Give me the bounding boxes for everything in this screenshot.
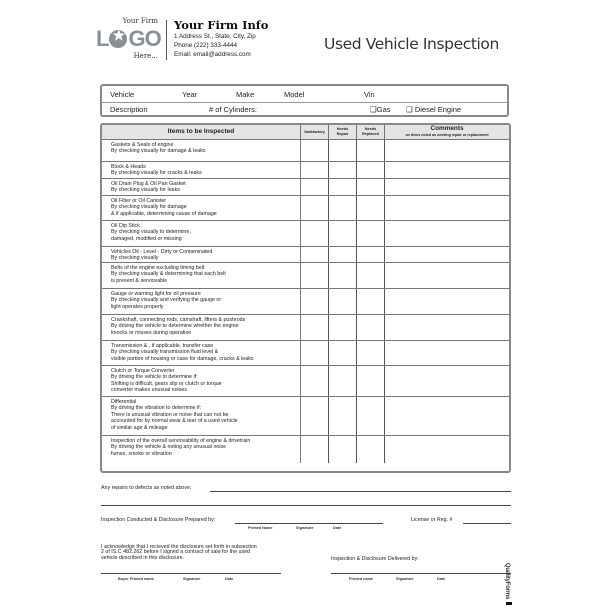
item-description: Shifting is difficult, gears slip or clutch or torque bbox=[111, 380, 222, 387]
model-field[interactable]: Model bbox=[284, 90, 305, 99]
satisfactory-cell[interactable] bbox=[301, 247, 329, 262]
table-row bbox=[102, 315, 509, 341]
header-items: Items to be Inspected bbox=[102, 125, 301, 139]
diesel-checkbox[interactable] bbox=[406, 105, 461, 114]
table-row bbox=[102, 341, 509, 366]
prepared-by-line[interactable] bbox=[235, 523, 383, 524]
needs-replaced-cell[interactable] bbox=[357, 436, 385, 463]
vehicle-row bbox=[102, 87, 507, 103]
caption-buyer-signature: Signature bbox=[183, 577, 201, 581]
needs-repair-cell[interactable] bbox=[329, 179, 357, 195]
needs-replaced-cell[interactable] bbox=[357, 397, 385, 435]
qualityforms-brand bbox=[503, 564, 515, 606]
comments-cell[interactable] bbox=[385, 263, 509, 288]
caption-buyer-date: Date bbox=[225, 577, 234, 581]
inspection-item bbox=[102, 366, 301, 396]
table-row bbox=[102, 221, 509, 247]
comments-cell[interactable] bbox=[385, 221, 509, 246]
firm-phone: Phone (222) 333-4444 bbox=[174, 42, 238, 49]
item-description: By checking visually & determining that each belt bbox=[111, 271, 226, 278]
inspection-item bbox=[102, 436, 301, 463]
header-needs-replaced-line: Replaced bbox=[362, 131, 379, 136]
vin-field[interactable]: Vin bbox=[364, 90, 375, 99]
item-description: By checking visually to determine, bbox=[111, 229, 191, 236]
comments-cell[interactable] bbox=[385, 196, 509, 220]
firm-address: 1 Address St., State, City, Zip bbox=[174, 33, 256, 40]
caption-date: Date bbox=[333, 526, 342, 530]
comments-cell[interactable] bbox=[385, 289, 509, 314]
table-row bbox=[102, 140, 509, 162]
repairs-label: Any repairs to defects as noted above: bbox=[101, 485, 192, 491]
needs-replaced-cell[interactable] bbox=[357, 179, 385, 195]
item-description: light operates properly bbox=[111, 303, 164, 310]
needs-repair-cell[interactable] bbox=[329, 289, 357, 314]
needs-replaced-cell[interactable] bbox=[357, 315, 385, 340]
vehicle-field[interactable]: Vehicle bbox=[110, 90, 135, 99]
logo-top-text: Your Firm bbox=[122, 17, 158, 25]
year-field[interactable]: Year bbox=[182, 90, 198, 99]
caption-signature: Signature bbox=[296, 526, 314, 530]
star-icon bbox=[109, 30, 127, 48]
satisfactory-cell[interactable] bbox=[301, 140, 329, 161]
caption-delivered-printed-name: Printed name bbox=[349, 577, 374, 581]
needs-replaced-cell[interactable] bbox=[357, 366, 385, 396]
needs-repair-cell[interactable] bbox=[329, 247, 357, 262]
needs-repair-cell[interactable] bbox=[329, 366, 357, 396]
table-row bbox=[102, 289, 509, 315]
header-satisfactory: Satisfactory bbox=[301, 125, 329, 139]
header-needs-replaced-line: Needs bbox=[364, 127, 377, 131]
firm-name: Your Firm Info bbox=[174, 18, 269, 32]
logo-wordmark bbox=[96, 26, 161, 52]
header-comments bbox=[385, 125, 509, 139]
caption-delivered-date: Date bbox=[437, 577, 446, 581]
item-title: Differential bbox=[111, 399, 137, 405]
needs-repair-cell[interactable] bbox=[329, 140, 357, 161]
caption-delivered-signature: Signature bbox=[396, 577, 414, 581]
item-title: Vehicles Oil - Level - Dirty or Contaminated bbox=[111, 249, 213, 255]
needs-replaced-cell[interactable] bbox=[357, 196, 385, 220]
description-field[interactable]: Description bbox=[110, 105, 148, 114]
brand-text: QualityForms bbox=[504, 562, 511, 600]
inspection-item bbox=[102, 341, 301, 365]
item-title: Transmission & , if applicable, transfer case bbox=[111, 343, 214, 349]
needs-replaced-cell[interactable] bbox=[357, 247, 385, 262]
item-description: There is unusual vibration or noise that can not be bbox=[111, 411, 229, 418]
item-description: knocks or misses during operation bbox=[111, 329, 192, 336]
item-description: damaged, modified or missing bbox=[111, 235, 182, 242]
item-description: & if applicable, determining cause of damage bbox=[111, 210, 217, 217]
item-title: Gaskets & Seals of engine bbox=[111, 142, 174, 148]
diesel-label: Diesel Engine bbox=[414, 105, 462, 114]
inspection-item bbox=[102, 263, 301, 288]
item-title: Block & Heads bbox=[111, 164, 146, 170]
comments-cell[interactable] bbox=[385, 247, 509, 262]
item-title: Inspection of the overall serviceability of engine & drivetrain bbox=[111, 438, 251, 444]
logo-letters-go: GO bbox=[128, 26, 161, 51]
item-title: Oil Drain Plug & Oil Pan Gasket bbox=[111, 181, 186, 187]
checkbox-icon: ❑ bbox=[406, 105, 413, 114]
item-description: By checking visually for leaks bbox=[111, 187, 180, 194]
comments-cell[interactable] bbox=[385, 341, 509, 365]
comments-cell[interactable] bbox=[385, 162, 509, 178]
needs-repair-cell[interactable] bbox=[329, 221, 357, 246]
satisfactory-cell[interactable] bbox=[301, 436, 329, 463]
needs-replaced-cell[interactable] bbox=[357, 263, 385, 288]
table-row bbox=[102, 196, 509, 221]
inspection-item bbox=[102, 247, 301, 262]
needs-repair-cell[interactable] bbox=[329, 397, 357, 435]
item-title: Oil Filter or Oil Canister bbox=[111, 198, 167, 204]
acknowledgement-line: 2 of IS.C 482.262 before I signed a contract of sale for the used bbox=[101, 549, 250, 556]
table-row bbox=[102, 436, 509, 463]
table-row bbox=[102, 179, 509, 196]
item-description: By driving the vehicle to determine if: bbox=[111, 374, 198, 381]
logo-bottom-text: Here... bbox=[133, 52, 158, 60]
satisfactory-cell[interactable] bbox=[301, 162, 329, 178]
item-title: Crankshaft, connecting rods, camshaft, lifters & pushrods bbox=[111, 317, 246, 323]
license-line[interactable] bbox=[463, 523, 511, 524]
comments-cell[interactable] bbox=[385, 436, 509, 463]
header-needs-repair-line: Needs bbox=[336, 127, 349, 131]
header-needs-replaced bbox=[357, 125, 385, 139]
item-description: By checking visually for damage & leaks bbox=[111, 148, 206, 155]
firm-logo bbox=[96, 17, 162, 63]
cylinders-field[interactable]: # of Cylinders: bbox=[209, 105, 257, 114]
item-title: Belts of the engine excluding timing belt bbox=[111, 265, 205, 271]
description-row bbox=[102, 102, 507, 117]
table-row bbox=[102, 162, 509, 179]
caption-printed-name: Printed Name bbox=[248, 526, 273, 530]
satisfactory-cell[interactable] bbox=[301, 289, 329, 314]
delivered-by-label: Inspection & Disclosure Delivered by: bbox=[331, 556, 419, 562]
item-description: By driving the vehicle & noting any unusual noise bbox=[111, 444, 227, 451]
inspection-table bbox=[100, 123, 511, 473]
needs-repair-cell[interactable] bbox=[329, 196, 357, 220]
comments-cell[interactable] bbox=[385, 315, 509, 340]
logo-letter-l: L bbox=[96, 26, 109, 51]
needs-repair-cell[interactable] bbox=[329, 162, 357, 178]
checkbox-icon: ❑ bbox=[370, 105, 377, 114]
inspection-item bbox=[102, 315, 301, 340]
needs-replaced-cell[interactable] bbox=[357, 341, 385, 365]
satisfactory-cell[interactable] bbox=[301, 397, 329, 435]
needs-repair-cell[interactable] bbox=[329, 341, 357, 365]
gas-label: Gas bbox=[376, 105, 391, 114]
satisfactory-cell[interactable] bbox=[301, 179, 329, 195]
satisfactory-cell[interactable] bbox=[301, 263, 329, 288]
needs-replaced-cell[interactable] bbox=[357, 162, 385, 178]
item-title: Clutch or Torque Converter bbox=[111, 368, 175, 374]
needs-repair-cell[interactable] bbox=[329, 263, 357, 288]
needs-repair-cell[interactable] bbox=[329, 315, 357, 340]
caption-buyer-printed-name: Buyer Printed name bbox=[118, 577, 154, 581]
gas-checkbox[interactable] bbox=[370, 105, 391, 114]
item-description: is present & serviceable bbox=[111, 277, 168, 284]
inspection-item bbox=[102, 140, 301, 161]
prepared-by-label: Inspection Conducted & Disclosure Prepared by: bbox=[101, 517, 216, 523]
table-row bbox=[102, 397, 509, 436]
comments-cell[interactable] bbox=[385, 140, 509, 161]
satisfactory-cell[interactable] bbox=[301, 221, 329, 246]
satisfactory-cell[interactable] bbox=[301, 341, 329, 365]
table-row bbox=[102, 263, 509, 289]
firm-info bbox=[174, 19, 268, 59]
item-description: visible portion of housing or case for damage, cracks & leaks bbox=[111, 355, 254, 362]
delivered-by-line[interactable] bbox=[331, 573, 511, 574]
satisfactory-cell[interactable] bbox=[301, 196, 329, 220]
firm-email: Email: email@address.com bbox=[174, 51, 251, 58]
comments-cell[interactable] bbox=[385, 179, 509, 195]
item-description: By checking visually and verifying the gauge or bbox=[111, 297, 222, 304]
make-field[interactable]: Make bbox=[236, 90, 255, 99]
item-description: By driving the vibration to determine if: bbox=[111, 405, 202, 412]
license-label: License or Reg. # bbox=[411, 517, 453, 523]
inspection-item bbox=[102, 162, 301, 178]
header-comments-title: Comments bbox=[430, 125, 464, 132]
header-divider bbox=[166, 20, 167, 60]
header-comments-subtitle: on items noted as needing repair or replacement bbox=[405, 132, 489, 137]
needs-replaced-cell[interactable] bbox=[357, 221, 385, 246]
item-title: Oil Dip Stick bbox=[111, 223, 140, 229]
inspection-item bbox=[102, 289, 301, 314]
inspection-item bbox=[102, 221, 301, 246]
page-title: Used Vehicle Inspection bbox=[324, 35, 499, 53]
repairs-line-2[interactable] bbox=[101, 505, 511, 506]
item-description: By driving the vehicle to determine whether the engine bbox=[111, 323, 239, 330]
item-description: By checking visually for damage bbox=[111, 204, 187, 211]
needs-replaced-cell[interactable] bbox=[357, 289, 385, 314]
satisfactory-cell[interactable] bbox=[301, 366, 329, 396]
needs-replaced-cell[interactable] bbox=[357, 140, 385, 161]
header-needs-repair-line: Repair bbox=[336, 131, 349, 136]
table-row bbox=[102, 247, 509, 263]
vehicle-info-box bbox=[100, 84, 509, 117]
table-row bbox=[102, 366, 509, 397]
acknowledgement-line: vehicle described in this disclosure. bbox=[101, 554, 185, 561]
header-needs-repair bbox=[329, 125, 357, 139]
item-title: Gauge or warning light for oil pressure bbox=[111, 291, 201, 297]
item-description: converter makes unusual noises bbox=[111, 387, 187, 394]
item-description: fumes, smoke or vibration bbox=[111, 450, 172, 457]
inspection-item bbox=[102, 397, 301, 435]
item-description: By checking visually for cracks & leaks bbox=[111, 170, 202, 177]
repairs-line-1[interactable] bbox=[210, 491, 511, 492]
satisfactory-cell[interactable] bbox=[301, 315, 329, 340]
table-header bbox=[102, 125, 509, 140]
comments-cell[interactable] bbox=[385, 366, 509, 396]
item-description: By checking visually transmission fluid level & bbox=[111, 349, 219, 356]
item-description: of similar age & mileage bbox=[111, 424, 168, 431]
acknowledgement-text bbox=[101, 545, 257, 561]
inspection-item bbox=[102, 179, 301, 195]
acknowledgement-line: I acknowledge that I recieved the disclosure set forth in subsection bbox=[101, 544, 257, 550]
brand-mark bbox=[506, 602, 512, 605]
item-description: By checking visually bbox=[111, 255, 159, 262]
inspection-item bbox=[102, 196, 301, 220]
needs-repair-cell[interactable] bbox=[329, 436, 357, 463]
comments-cell[interactable] bbox=[385, 397, 509, 435]
item-description: accounted for by normal wear & tear of a used vehicle bbox=[111, 418, 238, 425]
buyer-signature-line[interactable] bbox=[101, 573, 281, 574]
